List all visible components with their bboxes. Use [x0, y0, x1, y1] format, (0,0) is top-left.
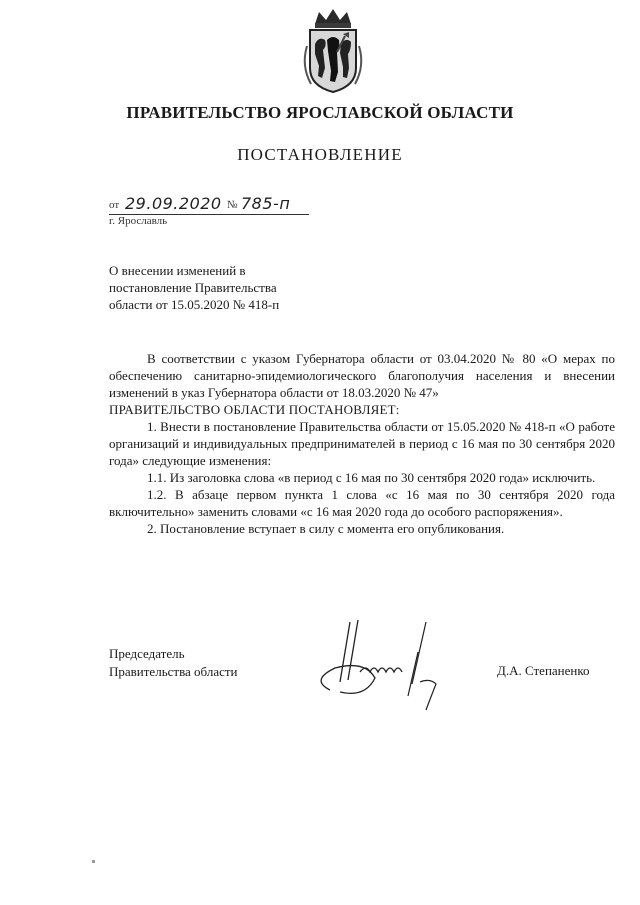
signatory-name: Д.А. Степаненко	[497, 663, 590, 678]
city-label: г. Ярославль	[109, 215, 168, 227]
government-title: ПРАВИТЕЛЬСТВО ЯРОСЛАВСКОЙ ОБЛАСТИ	[126, 103, 514, 122]
number-prefix: №	[227, 199, 238, 211]
document-body	[109, 350, 615, 537]
item-1-1: 1.1. Из заголовка слова «в период с 16 мая по 30 сентября 2020 года» исключить.	[147, 470, 596, 485]
decree-heading: ПРАВИТЕЛЬСТВО ОБЛАСТИ ПОСТАНОВЛЯЕТ:	[109, 402, 400, 417]
signatory-title-line-2: Правительства области	[109, 664, 238, 679]
scan-dot	[92, 860, 95, 863]
handwritten-number: 785-п	[241, 194, 291, 213]
handwritten-date: 29.09.2020	[125, 194, 222, 213]
item-2: 2. Постановление вступает в силу с момента его опубликования.	[147, 521, 505, 536]
date-prefix: от	[109, 199, 120, 211]
document-subject: О внесении изменений в постановление Правительства области от 15.05.2020 № 418-п	[109, 263, 280, 312]
date-number-line	[109, 194, 369, 216]
preamble-paragraph: В соответствии с указом Губернатора области от 03.04.2020 № 80 «О мерах по обеспечению санитарно-эпидемиологического благополучия населения и внесении изменений в указ Губернатора области от 18.03.2020 № 47»	[109, 351, 615, 400]
yaroslavl-coat-of-arms-icon	[293, 6, 373, 96]
item-1: 1. Внести в постановление Правительства области от 15.05.2020 № 418-п «О работе организаций и индивидуальных предпринимателей в период с 16 мая по 30 сентября 2020 года» следующие изменения:	[109, 419, 615, 468]
item-1-2: 1.2. В абзаце первом пункта 1 слова «с 16 мая по 30 сентября 2020 года включительно» заменить словами «с 16 мая 2020 года до особого распоряжения».	[109, 487, 615, 519]
signatory-title	[109, 645, 238, 681]
document-type: ПОСТАНОВЛЕНИЕ	[237, 145, 403, 164]
signatory-title-line-1: Председатель	[109, 646, 185, 661]
handwritten-signature-icon	[300, 612, 450, 722]
